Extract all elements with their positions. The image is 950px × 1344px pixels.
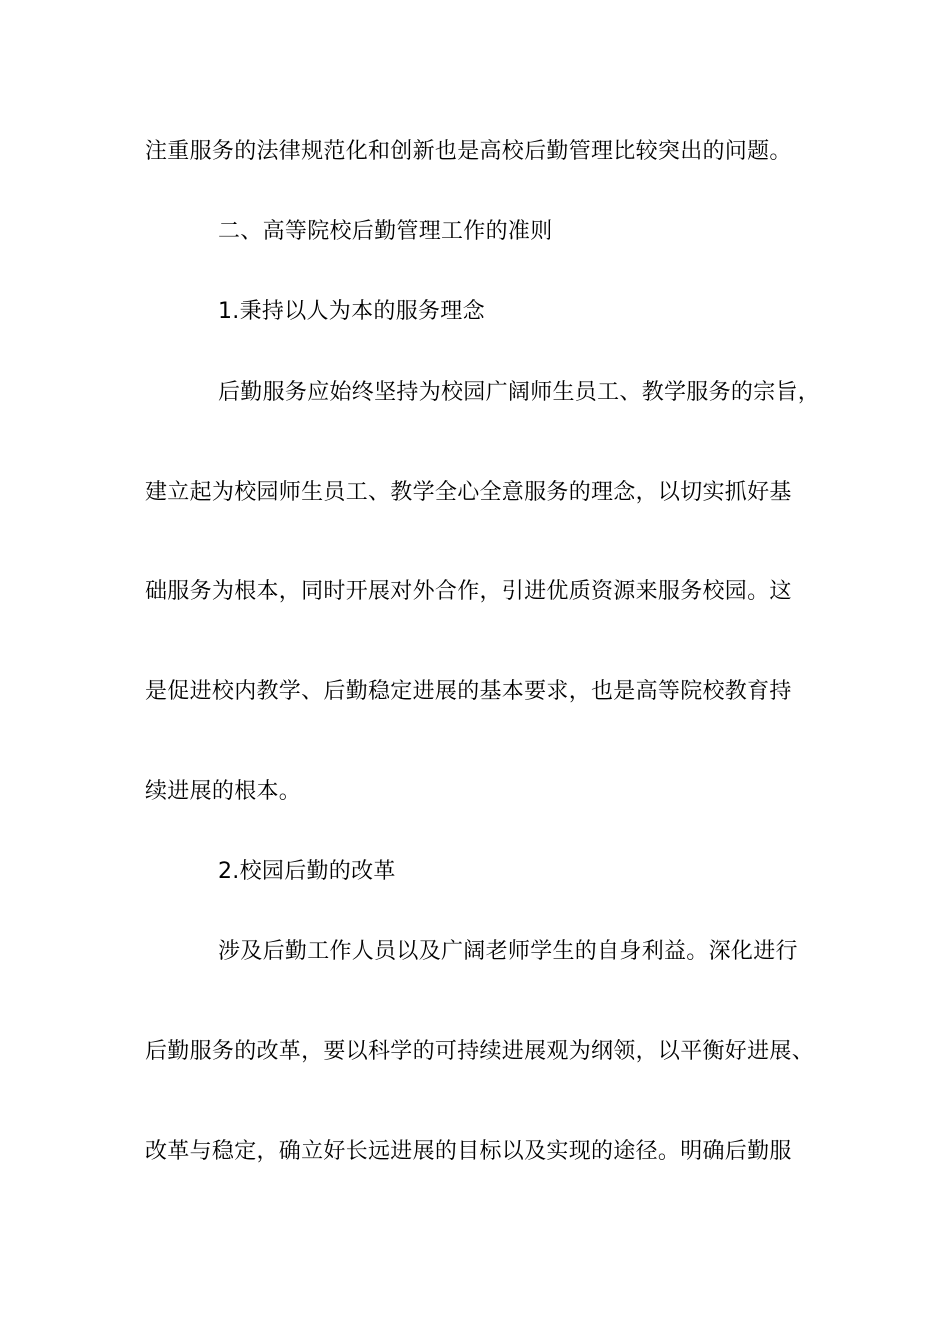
- paragraph-line: 后勤服务的改革，要以科学的可持续进展观为纲领，以平衡好进展、: [145, 1039, 815, 1064]
- paragraph-line: 后勤服务应始终坚持为校园广阔师生员工、教学服务的宗旨，: [218, 380, 821, 405]
- paragraph-line: 注重服务的法律规范化和创新也是高校后勤管理比较突出的问题。: [145, 139, 792, 164]
- paragraph-line: 建立起为校园师生员工、教学全心全意服务的理念，以切实抓好基: [145, 480, 792, 505]
- paragraph-line: 改革与稳定，确立好长远进展的目标以及实现的途径。明确后勤服: [145, 1139, 792, 1164]
- paragraph-line: 涉及后勤工作人员以及广阔老师学生的自身利益。深化进行: [218, 939, 798, 964]
- paragraph-line: 础服务为根本，同时开展对外合作，引进优质资源来服务校园。这: [145, 579, 792, 604]
- subsection-heading: 1.秉持以人为本的服务理念: [218, 299, 485, 324]
- paragraph-line: 续进展的根本。: [145, 779, 302, 804]
- section-heading: 二、高等院校后勤管理工作的准则: [218, 219, 553, 244]
- paragraph-line: 是促进校内教学、后勤稳定进展的基本要求，也是高等院校教育持: [145, 679, 792, 704]
- subsection-heading: 2.校园后勤的改革: [218, 859, 396, 884]
